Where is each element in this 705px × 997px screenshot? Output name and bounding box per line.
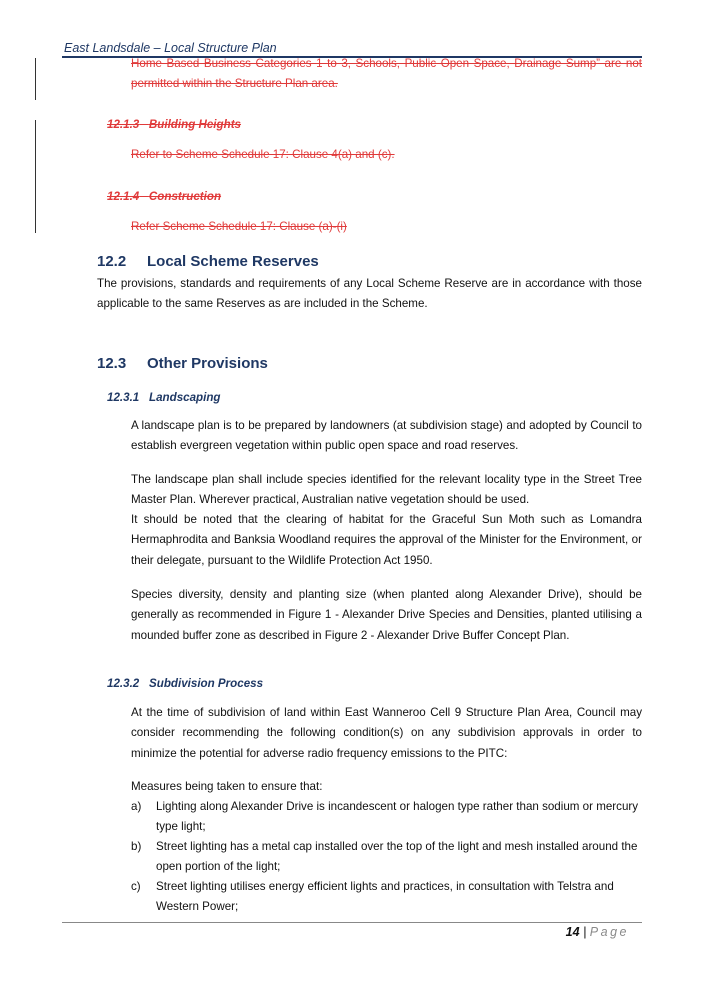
page-header-title: East Landsdale – Local Structure Plan <box>64 41 277 55</box>
section-title: Building Heights <box>148 118 242 131</box>
section-title: Construction <box>148 190 222 203</box>
section-title: Landscaping <box>149 391 221 404</box>
section-number: 12.1.4 <box>107 190 140 203</box>
change-bar <box>35 58 36 100</box>
list-item-text: Street lighting has a metal cap installed over the top of the light and mesh installed around the open portion of the light; <box>156 840 638 874</box>
deleted-heading-12-1-4 <box>107 190 221 203</box>
page-word: Page <box>589 925 629 939</box>
paragraph-landscaping-2: The landscape plan shall include species identified for the relevant locality type in the Street Tree Master Plan. Wherever practical, Australian native vegetation should be used. <box>131 473 642 507</box>
list-marker: c) <box>131 880 141 893</box>
footer-separator: | <box>583 925 587 939</box>
heading-12-3-1 <box>107 391 221 404</box>
change-bar <box>35 120 36 233</box>
heading-12-3 <box>97 355 268 372</box>
deleted-text-12-1-3: Refer to Scheme Schedule 17: Clause 4(a) and (c). <box>131 148 395 161</box>
list-item-text: Lighting along Alexander Drive is incandescent or halogen type rather than sodium or mercury type light; <box>156 800 639 834</box>
page-number: 14 <box>565 925 580 939</box>
section-title: Local Scheme Reserves <box>147 253 319 270</box>
heading-12-3-2 <box>107 677 263 690</box>
list-item <box>131 877 642 918</box>
paragraph-landscaping-1: A landscape plan is to be prepared by landowners (at subdivision stage) and adopted by Council to establish evergreen vegetation within public open space and road reserves. <box>131 419 642 453</box>
list-item-text: Street lighting utilises energy efficient lights and practices, in consultation with Telstra and Western Power; <box>156 880 614 914</box>
page-footer <box>566 925 629 939</box>
list-marker: a) <box>131 800 142 813</box>
paragraph-landscaping-4: Species diversity, density and planting size (when planted along Alexander Drive), should be generally as recommended in Figure 1 - Alexander Drive Species and Densities, planted utilising a mounded buffer zone as described in Figure 2 - Alexander Drive Buffer Concept Plan. <box>131 588 642 642</box>
footer-divider <box>62 922 642 923</box>
deleted-heading-12-1-3 <box>107 118 241 131</box>
list-item <box>131 797 642 838</box>
paragraph-subdivision-1: At the time of subdivision of land within East Wanneroo Cell 9 Structure Plan Area, Council may consider recommending the following condition(s) on any subdivision approvals in order to minimize the potential for adverse radio frequency emissions to the PITC: <box>131 706 642 760</box>
deleted-text-12-1-4: Refer Scheme Schedule 17: Clause (a)-(i) <box>131 220 347 233</box>
section-number: 12.3.2 <box>107 677 140 690</box>
deleted-intro-text: Home Based Business Categories 1 to 3, Schools, Public Open Space, Drainage Sump” are not permitted within the Structure Plan area. <box>131 57 642 90</box>
list-item <box>131 837 642 878</box>
list-marker: b) <box>131 840 142 853</box>
section-number: 12.1.3 <box>107 118 140 131</box>
paragraph-12-2: The provisions, standards and requirements of any Local Scheme Reserve are in accordance with those applicable to the same Reserves as are included in the Scheme. <box>97 277 642 311</box>
paragraph-landscaping-3: It should be noted that the clearing of habitat for the Graceful Sun Moth such as Lomandra Hermaphrodita and Banksia Woodland requires the approval of the Minister for the Environment, or their delegate, pursuant to the Wildlife Protection Act 1950. <box>131 513 642 567</box>
section-number: 12.3 <box>97 355 127 372</box>
section-number: 12.3.1 <box>107 391 140 404</box>
section-title: Other Provisions <box>147 355 268 372</box>
paragraph-subdivision-lead: Measures being taken to ensure that: <box>131 780 323 793</box>
section-number: 12.2 <box>97 253 127 270</box>
heading-12-2 <box>97 253 319 270</box>
section-title: Subdivision Process <box>149 677 264 690</box>
